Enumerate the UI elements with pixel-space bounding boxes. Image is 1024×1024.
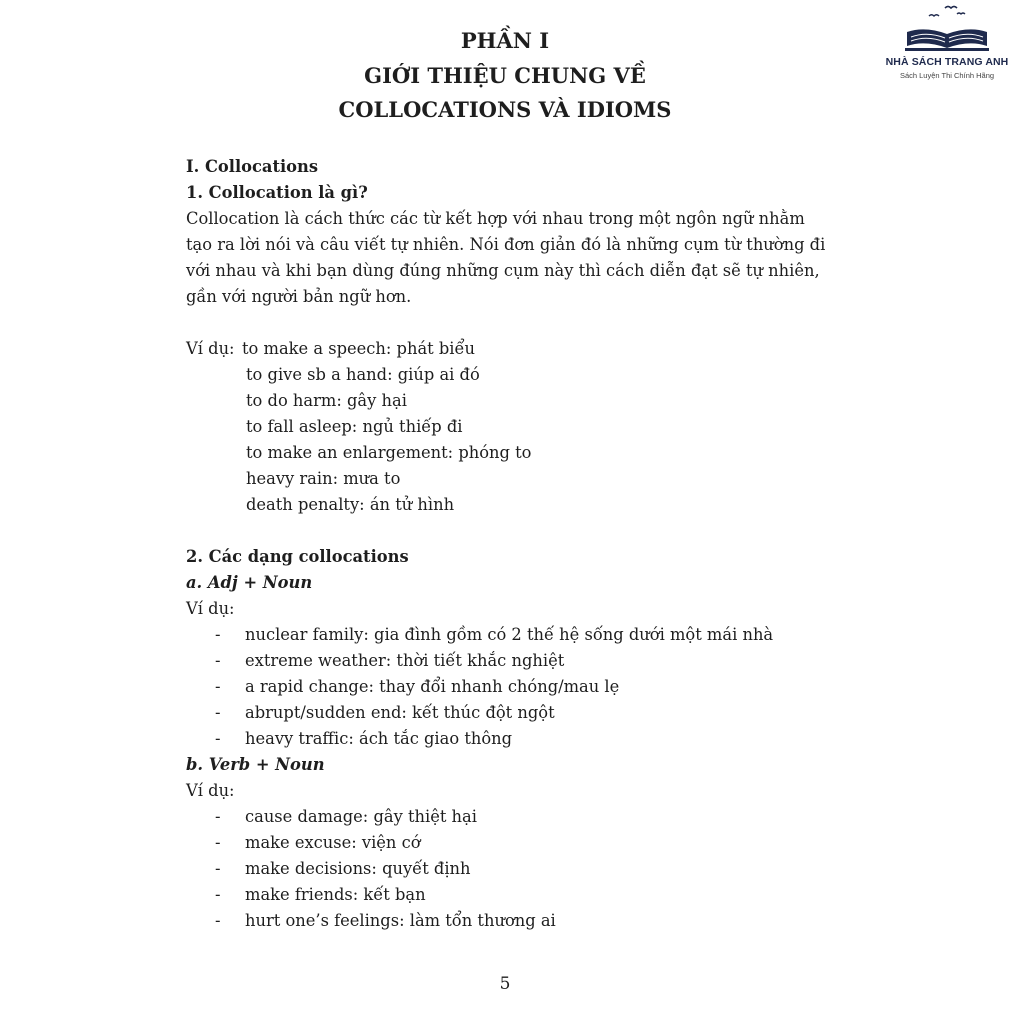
list-item-text: nuclear family: gia đình gồm có 2 thế hệ sống dưới một mái nhà — [245, 625, 774, 644]
page-title — [0, 24, 1010, 128]
list-item — [186, 726, 846, 752]
bullet-dash: - — [215, 677, 221, 696]
subheading-collocation-types: 2. Các dạng collocations — [186, 547, 409, 566]
paragraph-line: tạo ra lời nói và câu viết tự nhiên. Nói đơn giản đó là những cụm từ thường đi — [186, 235, 826, 254]
example-item: to make a speech: phát biểu — [242, 339, 476, 358]
list-item-text: extreme weather: thời tiết khắc nghiệt — [245, 651, 565, 670]
list-item-text: make excuse: viện cớ — [245, 833, 421, 852]
example-item: to make an enlargement: phóng to — [246, 443, 532, 462]
bullet-dash: - — [215, 703, 221, 722]
example-label: Ví dụ: — [186, 781, 235, 800]
subheading-adj-noun: a. Adj + Noun — [186, 573, 313, 592]
example-item: to fall asleep: ngủ thiếp đi — [246, 417, 463, 436]
example-item: death penalty: án tử hình — [246, 495, 455, 514]
paragraph-line: Collocation là cách thức các từ kết hợp với nhau trong một ngôn ngữ nhằm — [186, 209, 805, 228]
list-item — [186, 908, 846, 934]
page-number: 5 — [499, 974, 511, 994]
list-item — [186, 700, 846, 726]
example-label: Ví dụ: — [186, 599, 235, 618]
title-line-2: GIỚI THIỆU CHUNG VỀ — [364, 62, 646, 88]
list-item — [186, 830, 846, 856]
title-line-1: PHẦN I — [460, 28, 550, 53]
list-item — [186, 622, 846, 648]
subheading-verb-noun: b. Verb + Noun — [186, 755, 325, 774]
paragraph-line: gần với người bản ngữ hơn. — [186, 287, 412, 306]
example-item: to do harm: gây hại — [246, 391, 407, 410]
bullet-dash: - — [215, 885, 221, 904]
list-item-text: cause damage: gây thiệt hại — [245, 807, 477, 826]
publisher-name: NHÀ SÁCH TRANG ANH — [885, 56, 1009, 68]
verb-noun-list — [186, 804, 846, 934]
list-item — [186, 804, 846, 830]
paragraph-line: với nhau và khi bạn dùng đúng những cụm này thì cách diễn đạt sẽ tự nhiên, — [186, 261, 820, 280]
example-list — [186, 336, 846, 518]
list-item-text: heavy traffic: ách tắc giao thông — [245, 729, 513, 748]
bullet-dash: - — [215, 625, 221, 644]
list-item — [186, 648, 846, 674]
list-item-text: abrupt/sudden end: kết thúc đột ngột — [245, 703, 555, 722]
title-line-3: COLLOCATIONS VÀ IDIOMS — [338, 97, 672, 122]
publisher-tagline: Sách Luyện Thi Chính Hãng — [899, 71, 995, 80]
example-prefix: Ví dụ: — [186, 339, 235, 358]
bullet-dash: - — [215, 807, 221, 826]
bullet-dash: - — [215, 651, 221, 670]
example-item: heavy rain: mưa to — [246, 469, 401, 488]
document-body — [186, 154, 846, 934]
subheading-what-is-collocation: 1. Collocation là gì? — [186, 183, 368, 202]
adj-noun-list — [186, 622, 846, 752]
list-item-text: a rapid change: thay đổi nhanh chóng/mau lẹ — [245, 677, 620, 696]
example-item: to give sb a hand: giúp ai đó — [246, 365, 480, 384]
bullet-dash: - — [215, 833, 221, 852]
list-item — [186, 882, 846, 908]
bullet-dash: - — [215, 859, 221, 878]
list-item-text: make decisions: quyết định — [245, 859, 471, 878]
bullet-dash: - — [215, 729, 221, 748]
list-item-text: hurt one’s feelings: làm tổn thương ai — [245, 911, 556, 930]
bullet-dash: - — [215, 911, 221, 930]
definition-paragraph — [186, 206, 846, 310]
section-heading-collocations: I. Collocations — [186, 157, 319, 176]
list-item-text: make friends: kết bạn — [245, 885, 426, 904]
list-item — [186, 856, 846, 882]
list-item — [186, 674, 846, 700]
